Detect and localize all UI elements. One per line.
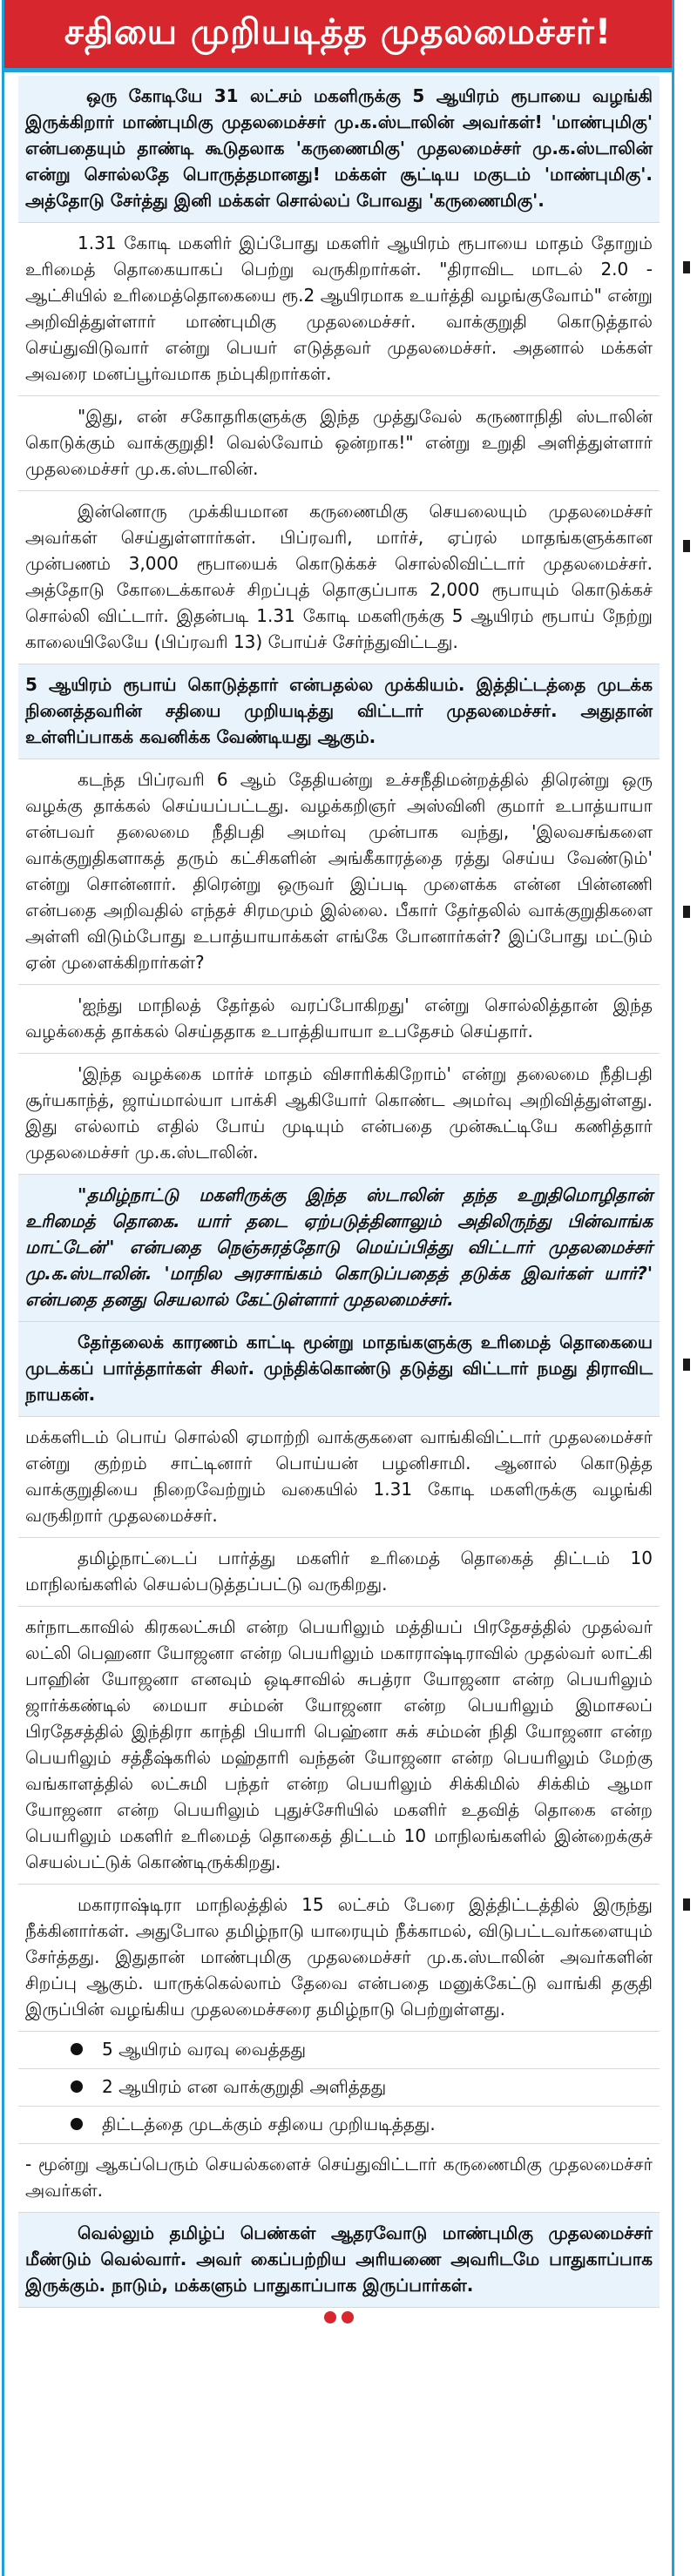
end-marks [18, 2308, 660, 2323]
gutter-mark [683, 906, 690, 918]
closing-paragraph: வெல்லும் தமிழ்ப் பெண்கள் ஆதரவோடு மாண்புமிகு முதலமைச்சர் மீண்டும் வெல்வார். அவர் கைப்பற்றிய அரியணை அவரிடமே பாதுகாப்பாக இருக்கும். நாடும், மக்களும் பாதுகாப்பாக இருப்பார்கள். [18, 2213, 660, 2308]
bullet-icon [71, 2118, 83, 2130]
bullet-icon [71, 2080, 83, 2093]
article-paragraph: தமிழ்நாட்டைப் பார்த்து மகளிர் உரிமைத் தொகைத் திட்டம் 10 மாநிலங்களில் செயல்படுத்தப்பட்டு வருகிறது. [18, 1538, 660, 1607]
article-paragraph: மக்களிடம் பொய் சொல்லி ஏமாற்றி வாக்குகளை வாங்கிவிட்டார் முதலமைச்சர் என்று குற்றம் சாட்டினார் பொய்யன் பழனிசாமி. ஆனால் கொடுத்த வாக்குறுதியை நிறைவேற்றும் வகையில் 1.31 கோடி மகளிருக்கு வழங்கி வருகிறார் முதலமைச்சர். [18, 1417, 660, 1538]
emphasis-paragraph: தேர்தலைக் காரணம் காட்டி மூன்று மாதங்களுக்கு உரிமைத் தொகையை முடக்கப் பார்த்தார்கள் சிலர். முந்திக்கொண்டு தடுத்து விட்டார் நமது திராவிட நாயகன். [18, 1322, 660, 1417]
quote-emphasis-paragraph: "தமிழ்நாட்டு மகளிருக்கு இந்த ஸ்டாலின் தந்த உறுதிமொழிதான் உரிமைத் தொகை. யார் தடை ஏற்படுத்தினாலும் அதிலிருந்து பின்வாங்க மாட்டேன்" என்பதை நெஞ்சுரத்தோடு மெய்ப்பித்து விட்டார் முதலமைச்சர் மு.க.ஸ்டாலின். 'மாநில அரசாங்கம் கொடுப்பதைத் தடுக்க இவர்கள் யார்?' என்பதை தனது செயலால் கேட்டுள்ளார் முதலமைச்சர். [18, 1175, 660, 1322]
article-paragraph: மகாராஷ்டிரா மாநிலத்தில் 15 லட்சம் பேரை இத்திட்டத்தில் இருந்து நீக்கினார்கள். அதுபோல தமிழ்நாடு யாரையும் நீக்காமல், விடுபட்டவர்களையும் சேர்த்தது. இதுதான் மாண்புமிகு முதலமைச்சர் மு.க.ஸ்டாலின் அவர்களின் சிறப்பு ஆகும். யாருக்கெல்லாம் தேவை என்பதை மனுக்கேட்டு வாங்கி தகுதி இருப்பின் வழங்கிய முதலமைச்சரை தமிழ்நாடு பெற்றுள்ளது. [18, 1885, 660, 2032]
list-item [18, 2107, 660, 2144]
gutter-mark [683, 261, 690, 273]
list-item-text: 2 ஆயிரம் என வாக்குறுதி அளித்தது [102, 2076, 387, 2097]
article-paragraph: இன்னொரு முக்கியமான கருணைமிகு செயலையும் முதலமைச்சர் அவர்கள் செய்துள்ளார்கள். பிப்ரவரி, மார்ச், ஏப்ரல் மாதங்களுக்கான முன்பணம் 3,000 ரூபாயைக் கொடுக்கச் சொல்லிவிட்டார் முதலமைச்சர். அத்தோடு கோடைக்காலச் சிறப்புத் தொகுப்பாக 2,000 ரூபாயும் கொடுக்கச் சொல்லி விட்டார். இதன்படி 1.31 கோடி மகளிருக்கு 5 ஆயிரம் ரூபாய் நேற்று காலையிலேயே (பிப்ரவரி 13) போய்ச் சேர்ந்துவிட்டது. [18, 491, 660, 664]
article-paragraph: கர்நாடகாவில் கிரகலட்சுமி என்ற பெயரிலும் மத்தியப் பிரதேசத்தில் முதல்வர் லட்லி பெஹனா யோஜனா என்ற பெயரிலும் மகாராஷ்டிராவில் முதல்வர் லாட்கி பாஹின் யோஜனா எனவும் ஒடிசாவில் சுபத்ரா யோஜனா என்ற பெயரிலும் ஜார்க்கண்டில் மையா சம்மன் யோஜனா என்ற பெயரிலும் இமாசலப் பிரதேசத்தில் இந்திரா காந்தி பியாரி பெஹ்னா சுக் சம்மன் நிதி யோஜனா என்ற பெயரிலும் சத்தீஷ்கரில் மஹ்தாரி வந்தன் யோஜனா என்ற பெயரிலும் மேற்கு வங்காளத்தில் லட்சுமி பந்தர் என்ற பெயரிலும் சிக்கிமில் சிக்கிம் ஆமா யோஜனா என்ற பெயரிலும் புதுச்சேரியில் மகளிர் உதவித் தொகை என்ற பெயரிலும் மகளிர் உரிமைத் தொகைத் திட்டம் 10 மாநிலங்களில் இன்றைக்குச் செயல்பட்டுக் கொண்டிருக்கிறது. [18, 1607, 660, 1885]
article-body [4, 72, 672, 2323]
quote-paragraph: "இது, என் சகோதரிகளுக்கு இந்த முத்துவேல் கருணாநிதி ஸ்டாலின் கொடுக்கும் வாக்குறுதி! வெல்வோம் ஒன்றாக!" என்று உறுதி அளித்துள்ளார் முதலமைச்சர் மு.க.ஸ்டாலின். [18, 396, 660, 491]
right-gutter [680, 0, 697, 2576]
list-item [18, 2032, 660, 2069]
article-page [2, 0, 674, 2576]
article-paragraph: 'ஐந்து மாநிலத் தேர்தல் வரப்போகிறது' என்று சொல்லித்தான் இந்த வழக்கைத் தாக்கல் செய்ததாக உபாத்தியாயா உபதேசம் செய்தார். [18, 985, 660, 1054]
end-dot-icon [342, 2311, 354, 2323]
closing-summary: - மூன்று ஆகப்பெரும் செயல்களைச் செய்துவிட்டார் கருணைமிகு முதலமைச்சர் அவர்கள். [18, 2144, 660, 2213]
gutter-mark [683, 1898, 690, 1911]
headline-title: சதியை முறியடித்த முதலமைச்சர்! [64, 11, 612, 52]
list-item-text: 5 ஆயிரம் வரவு வைத்தது [102, 2039, 307, 2060]
headline-banner [4, 0, 672, 72]
lead-paragraph: ஒரு கோடியே 31 லட்சம் மகளிருக்கு 5 ஆயிரம் ரூபாயை வழங்கி இருக்கிறார் மாண்புமிகு முதலமைச்சர் மு.க.ஸ்டாலின் அவர்கள்! 'மாண்புமிகு' என்பதையும் தாண்டி கூடுதலாக 'கருணைமிகு' முதலமைச்சர் மு.க.ஸ்டாலின் என்று சொல்லதே பொருத்தமானது! மக்கள் சூட்டிய மகுடம் 'மாண்புமிகு'. அத்தோடு சேர்த்து இனி மக்கள் சொல்லப் போவது 'கருணைமிகு'. [18, 76, 660, 223]
end-dot-icon [324, 2311, 336, 2323]
list-item-text: திட்டத்தை முடக்கும் சதியை முறியடித்தது. [102, 2114, 436, 2134]
gutter-mark [683, 1359, 690, 1371]
article-paragraph: கடந்த பிப்ரவரி 6 ஆம் தேதியன்று உச்சநீதிமன்றத்தில் திரென்று ஒரு வழக்கு தாக்கல் செய்யப்பட்டது. வழக்கறிஞர் அஸ்வினி குமார் உபாத்யாயா என்பவர் தலைமை நீதிபதி அமர்வு முன்பாக வந்து, 'இலவசங்களை வாக்குறுதிகளாகத் தரும் கட்சிகளின் அங்கீகாரத்தை ரத்து செய்ய வேண்டும்' என்று சொன்னார். திரென்று ஒருவர் இப்படி முளைக்க என்ன பின்னணி என்பதை அறிவதில் எந்தச் சிரமமும் இல்லை. பீகார் தேர்தலில் வாக்குறுதிகளை அள்ளி விடும்போது உபாத்யாயாக்கள் எங்கே போனார்கள்? இப்போது மட்டும் ஏன் முளைக்கிறார்கள்? [18, 759, 660, 985]
list-item [18, 2069, 660, 2107]
gutter-mark [683, 540, 690, 552]
article-paragraph: 1.31 கோடி மகளிர் இப்போது மகளிர் ஆயிரம் ரூபாயை மாதம் தோறும் உரிமைத் தொகையாகப் பெற்று வருகிறார்கள். "திராவிட மாடல் 2.0 - ஆட்சியில் உரிமைத்தொகையை ரூ.2 ஆயிரமாக உயர்த்தி வழங்குவோம்" என்று அறிவித்துள்ளார் மாண்புமிகு முதலமைச்சர். வாக்குறுதி கொடுத்தால் செய்துவிடுவார் என்று பெயர் எடுத்தவர் முதலமைச்சர். அதனால் மக்கள் அவரை மனப்பூர்வமாக நம்புகிறார்கள். [18, 223, 660, 396]
bullet-icon [71, 2043, 83, 2055]
emphasis-paragraph: 5 ஆயிரம் ரூபாய் கொடுத்தார் என்பதல்ல முக்கியம். இத்திட்டத்தை முடக்க நினைத்தவரின் சதியை முறியடித்து விட்டார் முதலமைச்சர். அதுதான் உள்ளிப்பாகக் கவனிக்க வேண்டியது ஆகும். [18, 664, 660, 759]
article-paragraph: 'இந்த வழக்கை மார்ச் மாதம் விசாரிக்கிறோம்' என்று தலைமை நீதிபதி சூர்யகாந்த், ஜாய்மால்யா பாக்சி ஆகியோர் கொண்ட அமர்வு அறிவித்துள்ளது. இது எல்லாம் எதில் போய் முடியும் என்பதை முன்கூட்டியே கணித்தார் முதலமைச்சர் மு.க.ஸ்டாலின். [18, 1054, 660, 1175]
